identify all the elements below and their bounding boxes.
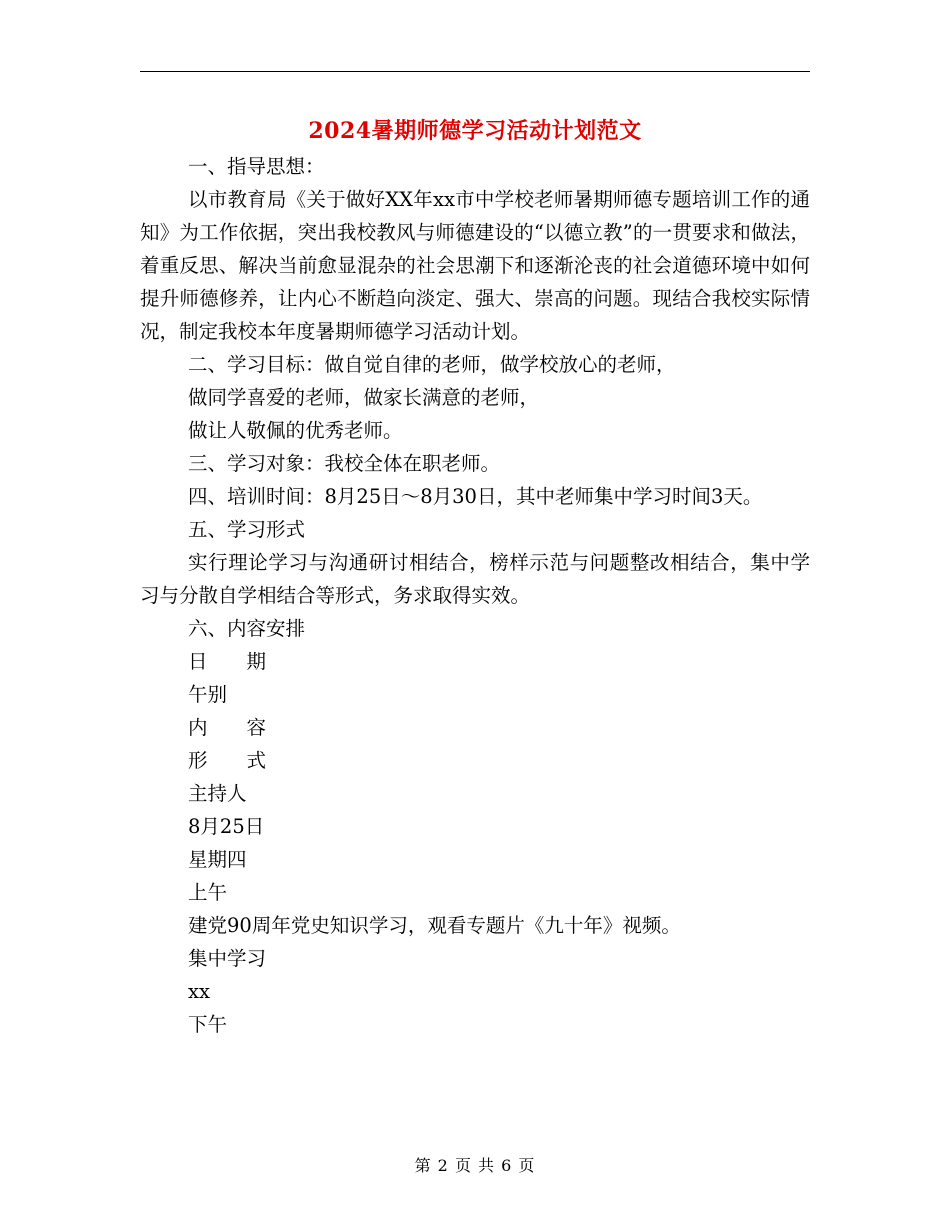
- paragraph-guiding-thought-heading: 一、指导思想：: [188, 155, 325, 178]
- paragraph-audience: 三、学习对象：我校全体在职老师。: [188, 452, 501, 475]
- paragraph-goal-1: 二、学习目标：做自觉自律的老师，做学校放心的老师，: [188, 353, 676, 376]
- schedule-content-header: 内 容: [188, 716, 267, 739]
- schedule-morning-content: 建党90周年党史知识学习，观看专题片《九十年》视频。: [188, 914, 681, 937]
- page-number: 第 2 页 共 6 页: [414, 1156, 536, 1175]
- document-title: 2024暑期师德学习活动计划范文: [308, 118, 642, 144]
- schedule-date-header: 日 期: [188, 650, 267, 673]
- schedule-morning-host: xx: [188, 980, 210, 1003]
- paragraph-content-heading: 六、内容安排: [188, 617, 306, 640]
- schedule-form-header: 形 式: [188, 749, 267, 772]
- schedule-afternoon: 下午: [188, 1013, 228, 1036]
- schedule-date: 8月25日: [188, 815, 265, 838]
- paragraph-form: 实行理论学习与沟通研讨相结合，榜样示范与问题整改相结合，集中学习与分散自学相结合等形式，务求取得实效。: [140, 551, 810, 607]
- paragraph-goal-2: 做同学喜爱的老师，做家长满意的老师，: [188, 386, 540, 409]
- schedule-weekday: 星期四: [188, 848, 247, 871]
- schedule-morning-form: 集中学习: [188, 947, 267, 970]
- schedule-host-header: 主持人: [188, 782, 247, 805]
- paragraph-guiding-thought: 以市教育局《关于做好XX年xx市中学校老师暑期师德专题培训工作的通知》为工作依据，突出我校教风与师德建设的“以德立教”的一贯要求和做法，着重反思、解决当前愈显混杂的社会思潮下和逐渐沦丧的社会道德环境中如何提升师德修养，让内心不断趋向淡定、强大、崇高的问题。现结合我校实际情况，制定我校本年度暑期师德学习活动计划。: [140, 188, 810, 343]
- paragraph-goal-3: 做让人敬佩的优秀老师。: [188, 419, 403, 442]
- paragraph-training-time: 四、培训时间：8月25日～8月30日，其中老师集中学习时间3天。: [188, 485, 763, 508]
- paragraph-form-heading: 五、学习形式: [188, 518, 306, 541]
- header-rule: [140, 71, 810, 72]
- schedule-morning: 上午: [188, 881, 228, 904]
- schedule-session-header: 午别: [188, 683, 228, 706]
- document-body: [140, 150, 810, 1041]
